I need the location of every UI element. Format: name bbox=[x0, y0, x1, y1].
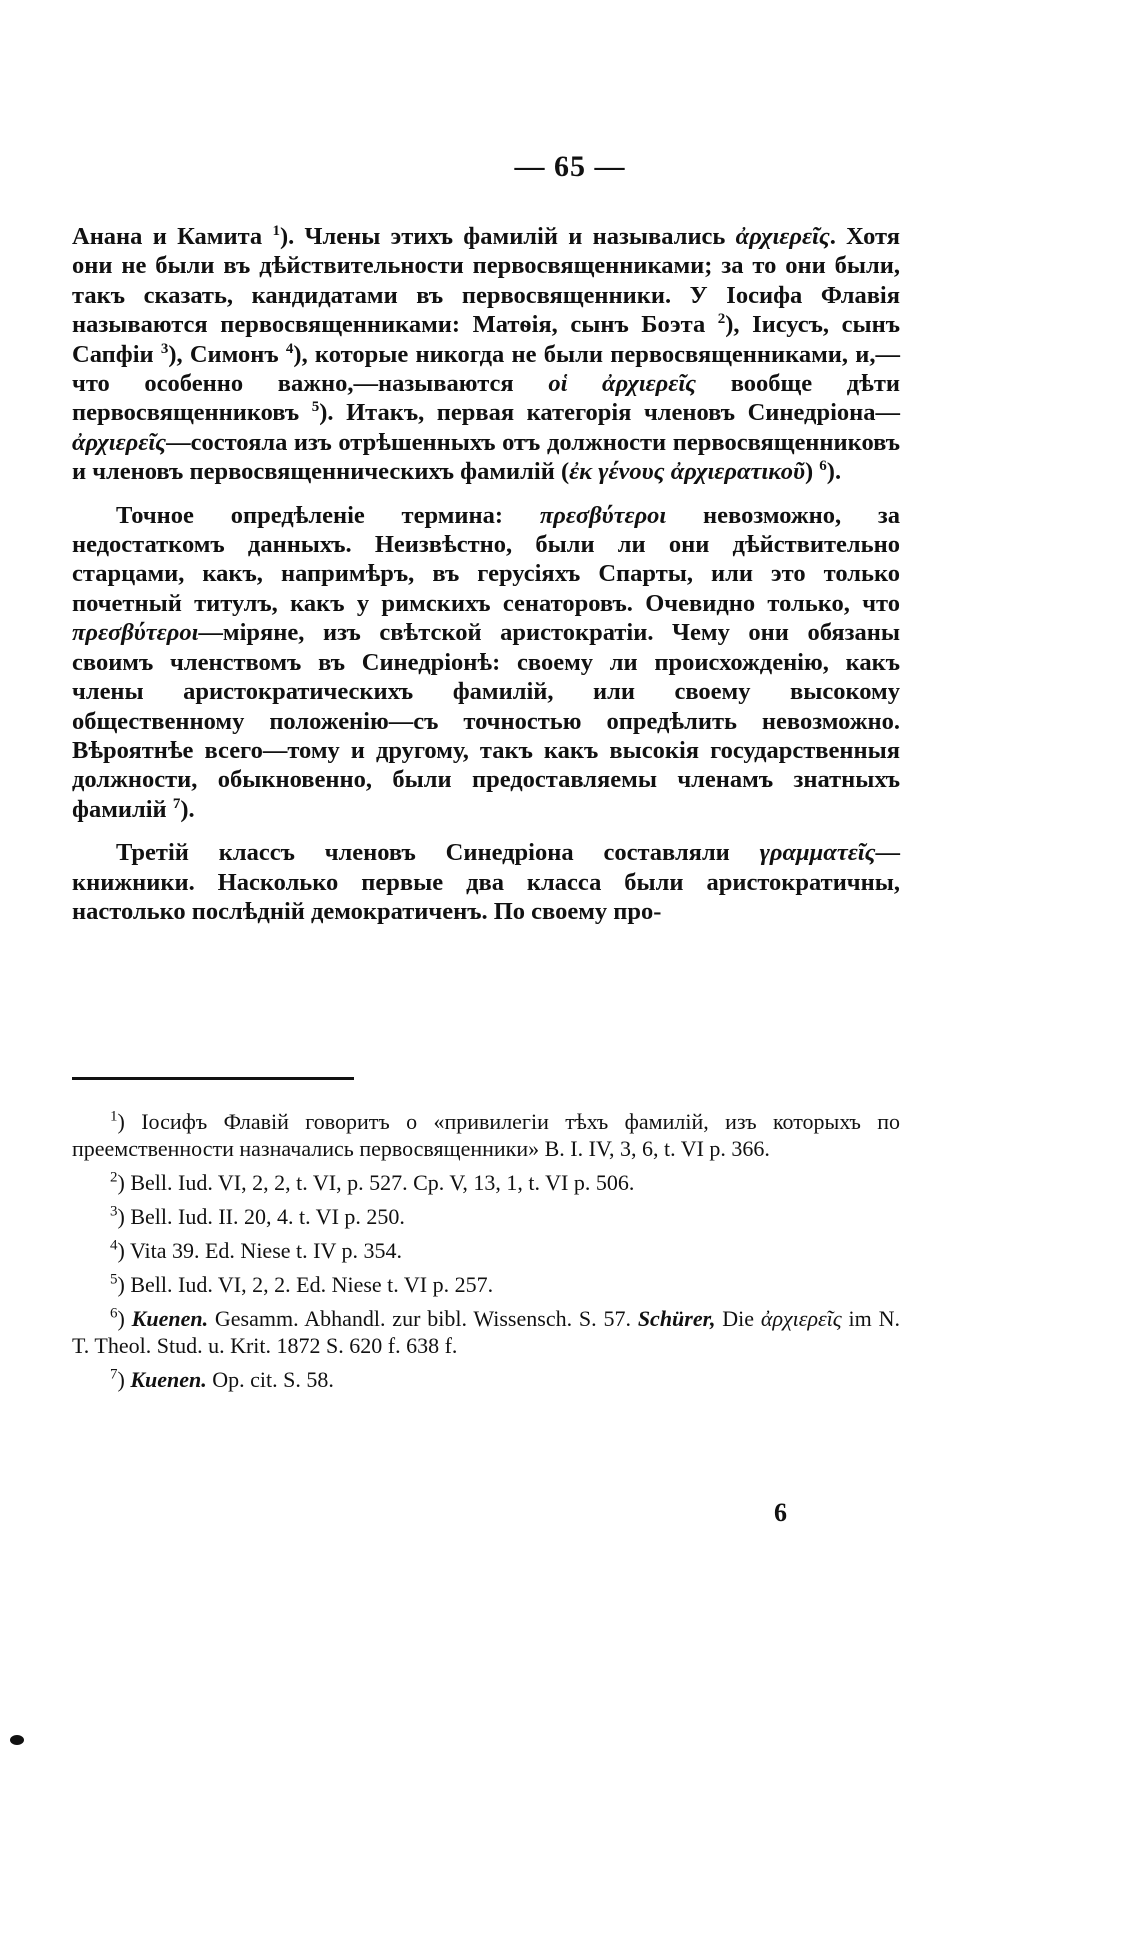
text-run: —состояла изъ отрѣшенныхъ отъ должности первосвященниковъ и членовъ первосвященническихъ фамилій ( bbox=[72, 428, 900, 486]
footnote-ref: 4 bbox=[285, 340, 294, 357]
text-run: Анана и Камита bbox=[72, 223, 273, 250]
author-name: Kuenen. bbox=[131, 1306, 209, 1331]
text-run: ). Члены этихъ фамилій и назывались bbox=[279, 223, 736, 250]
footnote-5 bbox=[72, 1271, 900, 1298]
text-run: ), которые никогда не были первосвященниками, и,—что особенно важно,—называются bbox=[72, 340, 900, 398]
greek-term: πρεσβύτεροι bbox=[539, 501, 667, 529]
text-run: ). Итакъ, первая категорія членовъ Синедріона— bbox=[319, 399, 901, 427]
paragraph-2 bbox=[72, 501, 900, 824]
text-run: Bell. Iud. VI, 2, 2, t. VI, p. 527. Cp. V, 13, 1, t. VI p. 506. bbox=[130, 1170, 635, 1195]
ink-spot bbox=[10, 1735, 24, 1745]
footnote-paren: ) bbox=[117, 1238, 130, 1263]
footnote-marker: 4 bbox=[110, 1237, 118, 1254]
greek-term: γραμματεῖς bbox=[759, 839, 876, 867]
paragraph-3 bbox=[72, 838, 900, 926]
footnote-ref: 2 bbox=[717, 311, 726, 328]
footnote-ref: 7 bbox=[172, 795, 181, 812]
footnote-marker: 7 bbox=[110, 1366, 118, 1383]
text-run: Die bbox=[715, 1306, 761, 1331]
footnote-2 bbox=[72, 1169, 900, 1196]
text-run: im N. T. Theol. Stud. u. Krit. 1872 S. 620 f. 638 f. bbox=[72, 1306, 900, 1358]
footnote-1 bbox=[72, 1108, 900, 1162]
footnote-paren: ) bbox=[117, 1306, 132, 1331]
text-run: . Хотя они не были въ дѣйствительности первосвященниками; за то они были, такъ сказать, кандидатами въ первосвященники. У Іосифа Флавія называются первосвященниками: Матѳія, сынъ Боэта bbox=[72, 223, 900, 339]
text-run: Bell. Iud. II. 20, 4. t. VI p. 250. bbox=[130, 1204, 405, 1229]
footnote-separator bbox=[72, 1077, 354, 1080]
greek-term: ἀρχιερεῖς bbox=[735, 223, 830, 250]
paragraph-1 bbox=[72, 222, 900, 487]
footnote-marker: 1 bbox=[110, 1108, 118, 1125]
text-run: ), Іисусъ, сынъ Сапфіи bbox=[72, 311, 900, 368]
text-run: Bell. Iud. VI, 2, 2. Ed. Niese t. VI p. 257. bbox=[130, 1272, 494, 1297]
text-run: —книжники. Насколько первые два класса были аристократичны, настолько послѣдній демократиченъ. По своему про- bbox=[72, 839, 900, 925]
greek-term: ἐκ γένους ἀρχιερατικοῦ bbox=[569, 458, 805, 486]
text-run: ) bbox=[804, 458, 820, 486]
text-run: ). bbox=[180, 795, 195, 823]
footnote-paren: ) bbox=[117, 1109, 142, 1134]
footnote-marker: 2 bbox=[110, 1169, 118, 1186]
footnote-3 bbox=[72, 1203, 900, 1230]
text-run: Op. cit. S. 58. bbox=[206, 1367, 334, 1392]
text-run: —міряне, изъ свѣтской аристократіи. Чему они обязаны своимъ членствомъ въ Синедріонѣ: своему ли происхожденію, какъ члены аристократическихъ фамилій, или своему высокому общественному положенію—съ точностью опредѣлить невозможно. Вѣроятнѣе всего—тому и другому, такъ какъ высокія государственныя должности, обыкновенно, были предоставляемы членамъ знатныхъ фамилій bbox=[72, 619, 900, 823]
text-run: ). bbox=[826, 458, 842, 486]
footnote-ref: 6 bbox=[819, 458, 827, 475]
text-run: Gesamm. Abhandl. zur bibl. Wissensch. S. 57. bbox=[208, 1306, 638, 1331]
footnote-7 bbox=[72, 1366, 900, 1393]
footnote-marker: 3 bbox=[110, 1203, 118, 1220]
author-name: Kuenen. bbox=[130, 1367, 207, 1392]
text-run: Третій классъ членовъ Синедріона составляли bbox=[116, 839, 760, 867]
text-run: невозможно, за недостаткомъ данныхъ. Неизвѣстно, были ли они дѣйствительно старцами, какъ, напримѣръ, въ герусіяхъ Спарты, или это только почетный титулъ, какъ у римскихъ сенаторовъ. Очевидно только, что bbox=[72, 501, 900, 617]
text-run: вообще дѣти первосвященниковъ bbox=[72, 370, 901, 427]
footnote-ref: 5 bbox=[311, 399, 320, 416]
footnote-marker: 6 bbox=[110, 1305, 118, 1322]
text-run: Іосифъ Флавій говоритъ о «привилегіи тѣхъ фамилій, изъ которыхъ по преемственности назначались первосвященники» B. I. IV, 3, 6, t. VI p. 366. bbox=[72, 1109, 901, 1161]
footnote-marker: 5 bbox=[110, 1271, 118, 1288]
footnote-4 bbox=[72, 1237, 900, 1264]
main-text bbox=[72, 222, 900, 940]
footnote-ref: 1 bbox=[272, 222, 280, 239]
page-number: — 65 — bbox=[514, 150, 626, 183]
footnote-6 bbox=[72, 1305, 900, 1359]
text-run: Vita 39. Ed. Niese t. IV p. 354. bbox=[129, 1238, 402, 1263]
author-name: Schürer, bbox=[637, 1306, 716, 1331]
text-run: ), Симонъ bbox=[168, 340, 286, 368]
greek-term: οἱ ἀρχιερεῖς bbox=[548, 370, 697, 398]
footnote-paren: ) bbox=[117, 1367, 131, 1392]
signature-mark: 6 bbox=[774, 1498, 787, 1527]
text-run: Точное опредѣленіе термина: bbox=[116, 501, 540, 529]
footnote-paren: ) bbox=[117, 1204, 131, 1229]
greek-term: ἀρχιερεῖς bbox=[72, 428, 167, 456]
footnote-paren: ) bbox=[117, 1272, 131, 1297]
footnote-ref: 3 bbox=[160, 340, 169, 357]
footnotes bbox=[72, 1108, 900, 1400]
greek-term: ἀρχιερεῖς bbox=[760, 1306, 842, 1331]
greek-term: πρεσβύτεροι bbox=[72, 619, 199, 647]
footnote-paren: ) bbox=[117, 1170, 131, 1195]
